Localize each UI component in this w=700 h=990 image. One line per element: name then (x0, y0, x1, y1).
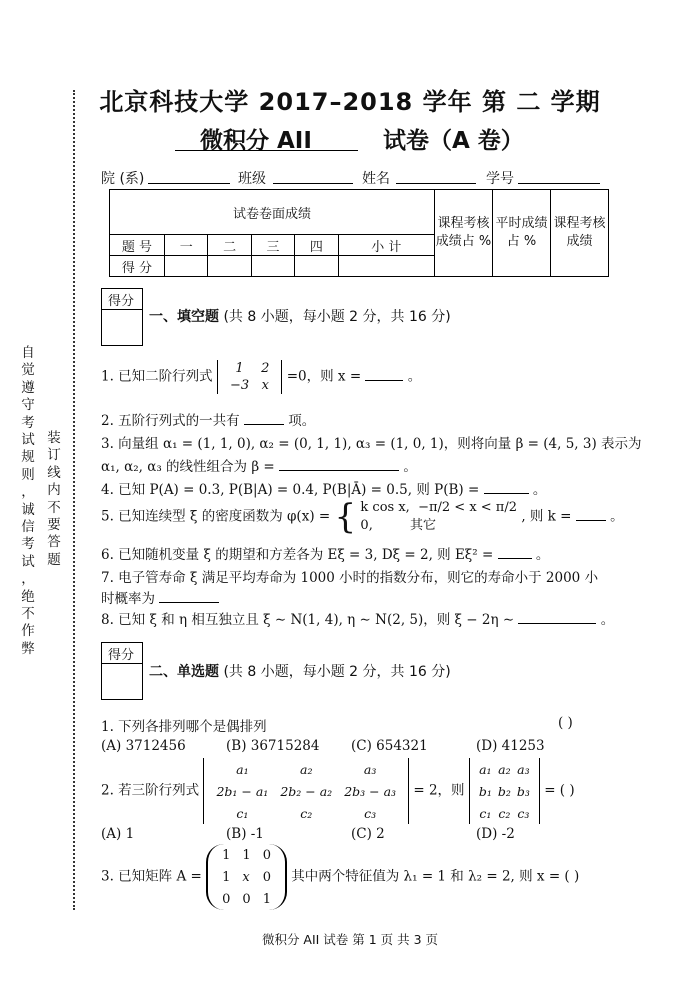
name-field[interactable] (396, 183, 476, 184)
question-col-4: 四 (295, 235, 338, 256)
side-char: 不 (47, 499, 61, 516)
q3-answer-text[interactable]: 其中两个特征值为 λ₁ = 1 和 λ₂ = 2, 则 x = ( ) (291, 868, 580, 885)
q1-answer-paren[interactable]: ( ) (558, 715, 573, 731)
q2-option-c: (C) 2 (351, 826, 385, 842)
q1-option-a: (A) 3712456 (101, 738, 186, 754)
choice-q3: 3. 已知矩阵 A = 1 1 0 1 x 0 0 0 1 其中两个特征值为 λ₁ = 1 和 λ₂ = 2, 则 x = ( ) (101, 844, 579, 910)
q8-answer-blank[interactable] (518, 623, 596, 624)
question-col-1: 一 (165, 235, 208, 256)
side-char: 守 (21, 397, 35, 414)
course-name: 微积分 AII (200, 128, 312, 154)
side-char: ， (21, 571, 35, 588)
fill-q5: 5. 已知连续型 ξ 的密度函数为 φ(x) = { k cos x, −π/2 < x < π/2 0, 其它 , 则 k = 。 (101, 497, 624, 537)
class-label: 班级 (238, 171, 266, 187)
side-char: 考 (21, 536, 35, 553)
side-char: 线 (47, 464, 61, 481)
fill-q1: 1. 已知二阶行列式 1 2 −3 x =0，则 x = 。 (101, 361, 422, 393)
score-cell[interactable] (165, 256, 208, 277)
side-char: 内 (47, 482, 61, 499)
fill-q2: 2. 五阶行列式的一共有 项。 (101, 413, 316, 429)
side-char: 试 (21, 432, 35, 448)
score-cell[interactable] (295, 256, 338, 277)
q1-option-c: (C) 654321 (351, 738, 428, 754)
side-char: 绝 (21, 588, 35, 605)
side-char: 试 (21, 553, 35, 570)
section1-score-label: 得分 (108, 294, 135, 309)
exam-title: 北京科技大学 2017–2018 学年 第 二 学期 (99, 88, 601, 116)
binding-dotted-line (73, 90, 75, 910)
regular-ratio-header: 平时成绩占 % (493, 190, 551, 277)
side-char: 诚 (21, 501, 35, 518)
course-ratio-header: 课程考核成绩占 % (435, 190, 493, 277)
id-field[interactable] (518, 183, 600, 184)
fill-q8: 8. 已知 ξ 和 η 相互独立且 ξ ∼ N(1, 4), η ∼ N(2, 5)，则 ξ − 2η ∼ 。 (101, 612, 615, 628)
side-char: 信 (21, 519, 35, 535)
side-char: 弊 (21, 640, 35, 657)
fill-q7-line2: 时概率为 (101, 587, 219, 607)
fill-q4: 4. 已知 P(A) = 0.3, P(B|A) = 0.4, P(B|Ā) = 0.5, 则 P(B) = 。 (101, 482, 547, 498)
side-char: 装 (47, 430, 61, 446)
side-char: 觉 (21, 362, 35, 379)
question-col-2: 二 (208, 235, 251, 256)
subtotal-col: 小 计 (338, 235, 434, 256)
q1-option-b: (B) 36715284 (226, 738, 320, 754)
side-char: 答 (47, 534, 61, 551)
q3-answer-blank[interactable] (279, 470, 399, 471)
side-char: 则 (21, 466, 35, 483)
q7-answer-blank[interactable] (159, 602, 219, 603)
fill-q6: 6. 已知随机变量 ξ 的期望和方差各为 Eξ = 3, Dξ = 2, 则 Eξ² = 。 (101, 547, 550, 563)
section2-heading: 二、单选题 (共 8 小题，每小题 2 分，共 16 分) (149, 664, 451, 680)
q2-option-a: (A) 1 (101, 826, 135, 842)
side-char: 考 (21, 414, 35, 431)
score-table (109, 189, 609, 277)
question-col-3: 三 (251, 235, 294, 256)
side-char: 不 (21, 606, 35, 622)
q2-answer-blank[interactable] (244, 424, 284, 425)
side-char: ， (21, 484, 35, 501)
section2-score-label: 得分 (108, 648, 135, 663)
q1-determinant: 1 2 −3 x (217, 360, 282, 394)
q1-answer-blank[interactable] (365, 380, 403, 381)
q2-option-b: (B) -1 (226, 826, 264, 842)
paper-type: 试卷（A 卷） (383, 128, 524, 154)
side-char: 自 (21, 345, 35, 361)
side-char: 规 (21, 449, 35, 466)
choice-q2: 2. 若三阶行列式 a₁ a₂ a₃ 2b₁ − a₁ 2b₂ − a₂ 2b₃ − a₃ c₁ c₂ c₃ = 2，则 a₁ a₂ a₃ b₁ b₂ b₃ c₁ c₂ c₃ = ( ) (101, 758, 575, 824)
score-cell[interactable] (208, 256, 251, 277)
fill-q3-line1: 3. 向量组 α₁ = (1, 1, 0), α₂ = (0, 1, 1), α₃ = (1, 0, 1)，则将向量 β = (4, 5, 3) 表示为 (101, 436, 642, 452)
q5-answer-blank[interactable] (576, 520, 606, 521)
choice-q1: 1. 下列各排列哪个是偶排列 (101, 719, 267, 735)
course-underline (175, 150, 358, 151)
question-number-label: 题 号 (110, 235, 165, 256)
score-cell[interactable] (338, 256, 434, 277)
side-char: 订 (47, 447, 61, 464)
fill-q7-line1: 7. 电子管寿命 ξ 满足平均寿命为 1000 小时的指数分布，则它的寿命小于 2000 小 (101, 570, 599, 586)
course-score-header: 课程考核成绩 (551, 190, 609, 277)
fill-q3-line2: α₁, α₂, α₃ 的线性组合为 β = 。 (101, 459, 417, 475)
class-field[interactable] (273, 183, 353, 184)
page-footer: 微积分 AII 试卷 第 1 页 共 3 页 (261, 932, 439, 947)
q3-matrix: 1 1 0 1 x 0 0 0 1 (206, 844, 287, 910)
name-label: 姓名 (362, 171, 390, 187)
section1-heading: 一、填空题 (共 8 小题，每小题 2 分，共 16 分) (149, 309, 451, 325)
score-row-label: 得 分 (110, 256, 165, 277)
school-label: 院 (系) (101, 171, 145, 187)
face-score-header: 试卷卷面成绩 (110, 190, 435, 235)
score-cell[interactable] (251, 256, 294, 277)
side-char: 作 (21, 623, 35, 640)
q4-answer-blank[interactable] (484, 493, 529, 494)
q6-answer-blank[interactable] (498, 558, 532, 559)
side-char: 题 (47, 551, 61, 568)
q1-option-d: (D) 41253 (476, 738, 545, 754)
side-char: 要 (47, 517, 61, 533)
id-label: 学号 (486, 171, 514, 187)
q2-answer-paren[interactable]: = ( ) (544, 782, 575, 799)
side-char: 遵 (21, 379, 35, 396)
q2-option-d: (D) -2 (476, 826, 515, 842)
q2-determinant-target: a₁ a₂ a₃ b₁ b₂ b₃ c₁ c₂ c₃ (469, 758, 540, 824)
q2-determinant-given: a₁ a₂ a₃ 2b₁ − a₁ 2b₂ − a₂ 2b₃ − a₃ c₁ c₂ c₃ (203, 758, 409, 824)
school-field[interactable] (148, 183, 230, 184)
